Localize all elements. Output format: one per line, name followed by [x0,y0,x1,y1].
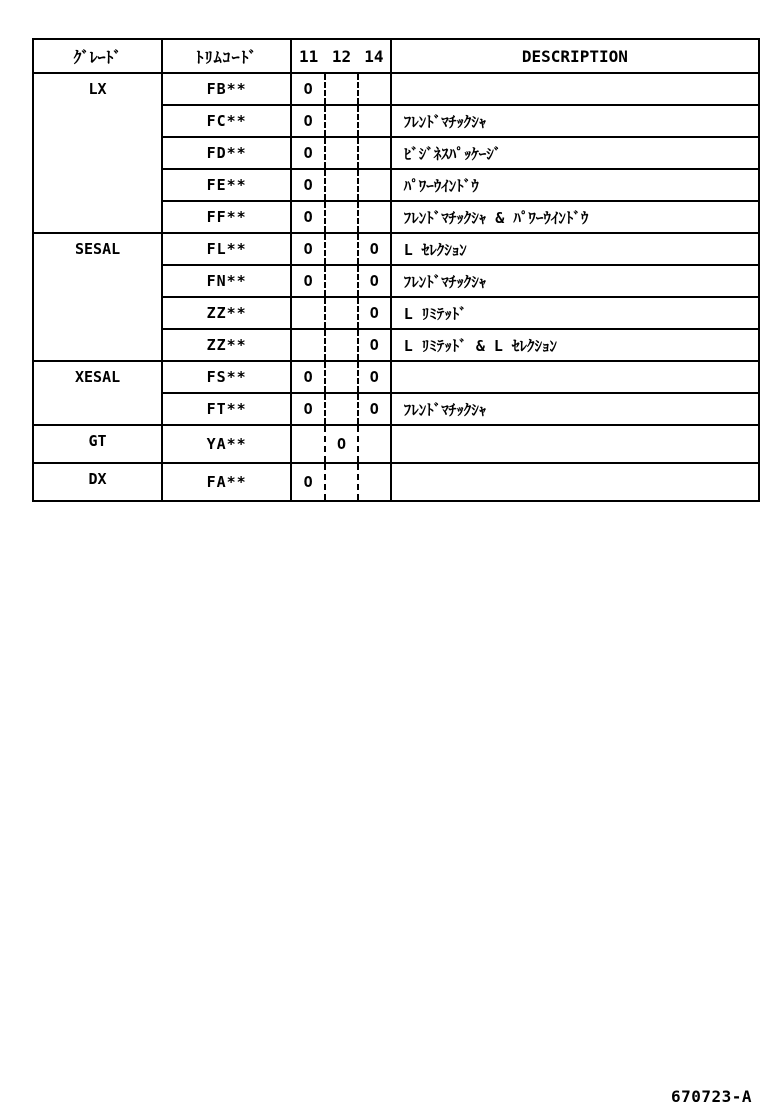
model-14-mark [358,201,391,233]
model-11-mark [291,329,325,361]
trim-code-cell: FF** [162,201,291,233]
description-cell: L ﾘﾐﾃｯﾄﾞ [391,297,759,329]
model-14-mark: O [358,265,391,297]
header-trim-code: ﾄﾘﾑｺｰﾄﾞ [162,39,291,73]
model-11-mark: O [291,265,325,297]
trim-code-cell: FN** [162,265,291,297]
header-model-11: 11 [291,39,325,73]
model-12-mark [325,297,358,329]
description-cell: L ﾘﾐﾃｯﾄﾞ & L ｾﾚｸｼｮﾝ [391,329,759,361]
model-12-mark [325,361,358,393]
model-12-mark [325,201,358,233]
grade-cell: XESAL [33,361,162,425]
model-11-mark: O [291,393,325,425]
description-cell [391,73,759,105]
description-cell: ﾌﾚﾝﾄﾞﾏﾁｯｸｼｬ [391,105,759,137]
table-row [33,463,759,501]
grade-cell: SESAL [33,233,162,361]
description-cell: ﾌﾚﾝﾄﾞﾏﾁｯｸｼｬ [391,393,759,425]
description-cell: L ｾﾚｸｼｮﾝ [391,233,759,265]
model-12-mark [325,73,358,105]
trim-code-cell: ZZ** [162,297,291,329]
table-row [33,361,759,393]
model-14-mark [358,425,391,463]
model-11-mark: O [291,361,325,393]
trim-code-table [32,38,760,502]
model-12-mark [325,265,358,297]
model-14-mark [358,137,391,169]
model-11-mark: O [291,169,325,201]
model-12-mark [325,393,358,425]
grade-cell: GT [33,425,162,463]
trim-code-cell: ZZ** [162,329,291,361]
header-grade: ｸﾞﾚｰﾄﾞ [33,39,162,73]
model-12-mark [325,105,358,137]
header-description: DESCRIPTION [391,39,759,73]
model-12-mark [325,169,358,201]
table-row [33,73,759,105]
grade-cell: DX [33,463,162,501]
model-11-mark: O [291,463,325,501]
model-11-mark [291,425,325,463]
trim-code-cell: FS** [162,361,291,393]
model-11-mark: O [291,201,325,233]
description-cell: ﾋﾞｼﾞﾈｽﾊﾟｯｹｰｼﾞ [391,137,759,169]
description-cell [391,425,759,463]
description-cell [391,463,759,501]
header-model-14: 14 [358,39,391,73]
model-12-mark [325,233,358,265]
document-id: 670723-A [670,1087,752,1106]
model-12-mark [325,463,358,501]
description-cell: ﾌﾚﾝﾄﾞﾏﾁｯｸｼｬ & ﾊﾟﾜｰｳｲﾝﾄﾞｳ [391,201,759,233]
model-12-mark: O [325,425,358,463]
trim-code-cell: FD** [162,137,291,169]
trim-code-cell: FB** [162,73,291,105]
model-14-mark: O [358,361,391,393]
trim-code-cell: FE** [162,169,291,201]
model-14-mark [358,73,391,105]
model-14-mark [358,169,391,201]
model-11-mark: O [291,233,325,265]
description-cell: ﾌﾚﾝﾄﾞﾏﾁｯｸｼｬ [391,265,759,297]
model-12-mark [325,137,358,169]
model-14-mark [358,105,391,137]
trim-code-cell: YA** [162,425,291,463]
model-14-mark: O [358,393,391,425]
header-model-12: 12 [325,39,358,73]
grade-cell: LX [33,73,162,233]
trim-code-cell: FC** [162,105,291,137]
model-11-mark: O [291,105,325,137]
model-14-mark: O [358,233,391,265]
model-11-mark [291,297,325,329]
trim-code-cell: FT** [162,393,291,425]
model-14-mark: O [358,297,391,329]
table-row [33,425,759,463]
model-11-mark: O [291,73,325,105]
table-header-row [33,39,759,73]
model-14-mark [358,463,391,501]
description-cell [391,361,759,393]
model-12-mark [325,329,358,361]
trim-code-cell: FA** [162,463,291,501]
table-row [33,233,759,265]
model-11-mark: O [291,137,325,169]
trim-code-cell: FL** [162,233,291,265]
model-14-mark: O [358,329,391,361]
description-cell: ﾊﾟﾜｰｳｲﾝﾄﾞｳ [391,169,759,201]
